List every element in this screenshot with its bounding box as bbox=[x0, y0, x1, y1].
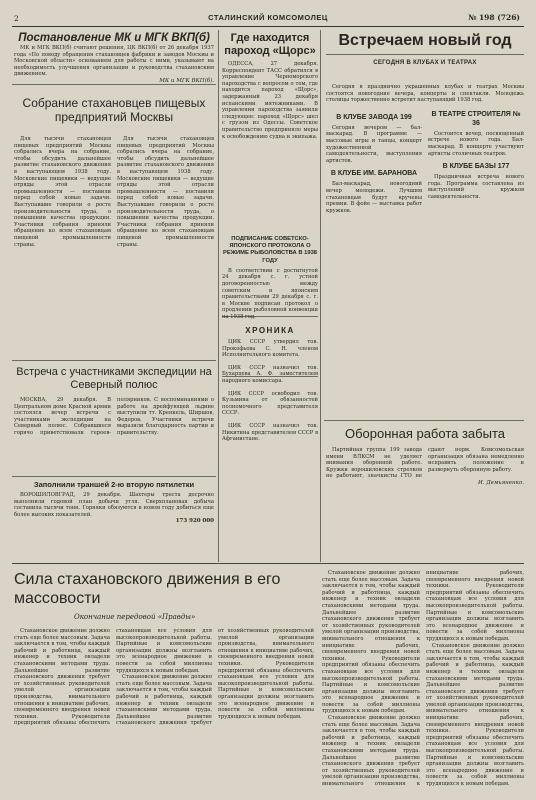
club-title: В КЛУБЕ ЗАВОДА 199 bbox=[336, 113, 412, 121]
article-body: ВОРОШИЛОВГРАД, 29 декабря. Шахтеры треста досрочно выполнили годовой план добычи угля. Сверхплановая добыча составила тысячи тонн. Горняки обязуются в новом году добиться еще более высоких показателей. bbox=[14, 492, 214, 518]
article-body: ОДЕССА, 27 декабря. Корреспондент ТАСС обратился в управление Черноморского пароходства с вопросом о том, где находится пароход «Щорс», задержанный 23 декабря испанскими мятежниками. В управлении пароходства заявили следующее: пароход «Щорс» шел с грузом из Одессы. Советское правительство предприняло меры к освобождению судна и экипажа. bbox=[222, 61, 318, 140]
club-body: Праздничная встреча нового года. Программа составлена из выступлений кружков самодеятельности. bbox=[428, 174, 524, 200]
article-title: Постановление МК и МГК ВКП(б) bbox=[18, 32, 210, 44]
article-shakhtery bbox=[14, 480, 214, 560]
article-total: 173 920 000 bbox=[175, 518, 214, 525]
paper-title: СТАЛИНСКИЙ КОМСОМОЛЕЦ bbox=[208, 13, 328, 22]
article-postanovlenie bbox=[14, 32, 214, 84]
article-oboronnaya bbox=[326, 424, 524, 560]
chronicle-item: ЦИК СССР освободил тов. Кузьмина от обязанностей полномочного представителя СССР. bbox=[222, 390, 318, 417]
club-title: В КЛУБЕ ИМ. БАРАНОВА bbox=[330, 170, 418, 178]
article-parokhod bbox=[222, 32, 318, 182]
article-rule bbox=[12, 360, 216, 361]
article-signature: И. Демьяненко. bbox=[477, 479, 524, 486]
article-title: Оборонная работа забыта bbox=[344, 426, 505, 441]
article-intro: Сегодня в празднично украшенных клубах и театрах Москвы состоятся новогодние вечера, концерты и спектакли. Молодежь столицы торжественно встретит наступающий 1938 год. bbox=[326, 84, 524, 104]
article-title: Сила стахановского движения в его массовости bbox=[14, 571, 281, 607]
article-columns bbox=[326, 447, 524, 480]
theatre-body: Состоится вечер, посвященный встрече нового года. Бал-маскарад. В концерте участвуют артисты столичных театров. bbox=[428, 130, 524, 157]
chronicle-item: ЦИК СССР назначил тов. Бухарцева А. Ф. заместителем народного комиссара. bbox=[222, 364, 318, 384]
banner-title: Встречаем новый год bbox=[326, 30, 524, 55]
page-number: 2 bbox=[14, 14, 19, 23]
article-heading bbox=[14, 570, 314, 622]
article-body: Партийная группа 199 завода имени ВЛКСМ не уделяет внимания оборонной работе. Кружки ворошиловских стрелков не работают, значкисты ГТО не сдают норм. Комсомольская организация обязана немедленно исправить положение и развернуть оборонную работу. bbox=[326, 447, 524, 480]
chronicle-item: ЦИК СССР назначил тов. Никитина представителем СССР в Афганистане. bbox=[222, 422, 318, 443]
article-title: Встреча с участниками экспедиции на Северный полюс bbox=[16, 366, 212, 391]
column-rule bbox=[218, 30, 219, 562]
article-columns-right bbox=[322, 570, 524, 796]
section-rule bbox=[12, 563, 524, 564]
article-sila bbox=[14, 570, 524, 796]
column-rule bbox=[320, 30, 321, 562]
theatre-title: В ТЕАТРЕ СТРОИТЕЛЯ № 36 bbox=[431, 110, 521, 127]
article-columns bbox=[14, 136, 214, 248]
club-title: В КЛУБЕ БАЗЫ 177 bbox=[442, 163, 510, 171]
club-body: Сегодня вечером — бал-маскарад. В программе — массовые игры и танцы, концерт художественной самодеятельности, выступления артистов. bbox=[326, 124, 422, 164]
article-title: ХРОНИКА bbox=[245, 326, 295, 335]
article-body-cont: Стахановское движение должно стать еще более массовым. Задача заключается в том, чтобы каждый рабочий и работница, каждый инженер и техник овладели стахановскими методами труда. Дальнейшее развитие стахановского движения требует от хозяйственных руководителей умелой организации производства, внимательного отношения к инициативе рабочих, своевременного внедрения новой техники. Руководители предприятий обязаны обеспечить стахановцам все условия для высокопроизводительной работы. Партийные и комсомольские организации должны возглавить это всенародное движение и повести за собой миллионы трудящихся к новым победам. bbox=[116, 628, 314, 727]
page-header bbox=[12, 12, 524, 27]
article-body-cont: Стахановское движение должно стать еще более массовым. Задача заключается в том, чтобы каждый рабочий и работница, каждый инженер и техник овладели стахановскими методами труда. Дальнейшее развитие стахановского движения требует от хозяйственных руководителей умелой организации производства, внимательного отношения к инициативе рабочих, своевременного внедрения новой техники. Руководители предприятий обязаны обеспечить стахановцам все условия для высокопроизводительной работы. Партийные и комсомольские организации должны возглавить это всенародное движение и повести за собой миллионы трудящихся к новым победам. bbox=[322, 570, 420, 715]
article-body: Стахановское движение должно стать еще более массовым. Задача заключается в том, чтобы каждый рабочий и работница, каждый инженер и техник овладели стахановскими методами труда. Дальнейшее развитие стахановского движения требует от хозяйственных руководителей умелой организации производства, внимательного отношения к инициативе рабочих, своевременного внедрения новой техники. Руководители предприятий обязаны обеспечить стахановцам все условия для высокопроизводительной работы. Партийные и комсомольские организации должны возглавить это всенародное движение и повести за собой миллионы трудящихся к новым победам. bbox=[14, 628, 212, 727]
article-body-cont: Стахановское движение должно стать еще более массовым. Задача заключается в том, чтобы каждый рабочий и работница, каждый инженер и техник овладели стахановскими методами труда. Дальнейшее развитие стахановского движения требует от хозяйственных руководителей умелой организации производства, внимательного отношения к инициативе рабочих, своевременного внедрения новой техники. Руководители предприятий обязаны обеспечить стахановцам все условия для высокопроизводительной работы. Партийные и комсомольские организации должны возглавить это всенародное движение и повести за собой миллионы трудящихся к новым победам. bbox=[322, 570, 524, 787]
banner-new-year bbox=[326, 30, 524, 82]
article-khronika bbox=[222, 320, 318, 560]
article-sobranie bbox=[14, 90, 214, 358]
banner-subtitle: СЕГОДНЯ В КЛУБАХ И ТЕАТРАХ bbox=[373, 60, 477, 66]
article-body: В соответствии с достигнутой 24 декабря с. г. устной договоренностью между советским и японским правительствами 29 декабря с. г. в Москве подписан протокол о продлении рыболовной конвенции на 1938 год. bbox=[222, 267, 318, 320]
article-protokol bbox=[222, 236, 318, 320]
article-body: МОСКВА, 29 декабря. В Центральном доме Красной армии состоялся вечер встречи с участниками экспедиции на Северный полюс. Собравшиеся горячо приветствовали героев-полярников. С воспоминаниями о работе на дрейфующей льдине выступили тт. Кренкель, Ширшов, Федоров. Участники встречи выразили благодарность партии и правительству. bbox=[14, 397, 214, 436]
article-title: Где находится пароход «Щорс» bbox=[224, 32, 316, 57]
article-title: ПОДПИСАНИЕ СОВЕТСКО-ЯПОНСКОГО ПРОТОКОЛА О РЕЖИМЕ РЫБОЛОВСТВА В 1938 ГОДУ bbox=[222, 236, 318, 264]
article-vstrecha bbox=[14, 364, 214, 474]
chronicle-item: ЦИК СССР утвердил тов. Прокофьева С. Н. членом Исполнительного комитета. bbox=[222, 339, 318, 359]
article-body-cont: Для тысячи стахановцев пищевых предприятий Москвы собрались вчера на собрание, чтобы обсудить дальнейшее развитие стахановского движения в наступающем 1938 году. Московские пищевики — ведущие отряды этой отрасли промышленности — поставили перед собой новые задачи. Выступавшие говорили о росте производительности труда, о повышении качества продукции. Участники собрания приняли обращение ко всем стахановцам пищевой промышленности страны. bbox=[117, 136, 214, 248]
article-body: МК и МГК ВКП(б) считают решения, ЦК ВКП(б) от 26 декабря 1937 года «По поводу обращения стахановцев фабрики и заводов Москвы и Московской области» основанием для работы с ними, указывают на необходимость улучшения организации и руководства стахановским движением. bbox=[14, 45, 214, 78]
article-title: Собрание стахановцев пищевых предприятий Москвы bbox=[22, 96, 206, 124]
article-clubs bbox=[326, 84, 524, 416]
article-columns bbox=[14, 397, 214, 437]
article-body-cont: Стахановское движение должно стать еще более массовым. Задача заключается в том, чтобы каждый рабочий и работница, каждый инженер и техник овладели стахановскими методами труда. Дальнейшее развитие стахановского движения требует от хозяйственных руководителей умелой организации производства, внимательного отношения к инициативе рабочих, своевременного внедрения новой техники. Руководители предприятий обязаны обеспечить стахановцам все условия для высокопроизводительной работы. Партийные и комсомольские организации должны возглавить это всенародное движение и повести за собой миллионы трудящихся к новым победам. bbox=[426, 642, 524, 787]
article-body: Для тысячи стахановцев пищевых предприятий Москвы собрались вчера на собрание, чтобы обсудить дальнейшее развитие стахановского движения в наступающем 1938 году. Московские пищевики — ведущие отряды этой отрасли промышленности — поставили перед собой новые задачи. Выступавшие говорили о росте производительности труда, о повышении качества продукции. Участники собрания приняли обращение ко всем стахановцам пищевой промышленности страны. bbox=[14, 136, 111, 248]
article-columns-left bbox=[14, 628, 314, 796]
article-rule bbox=[12, 476, 216, 477]
issue-number: № 198 (726) bbox=[468, 13, 520, 22]
article-columns bbox=[326, 110, 524, 215]
article-title: Заполнили траншей 2-ю вторую пятилетки bbox=[33, 480, 195, 489]
article-signature: МК и МГК ВКП(б). bbox=[159, 77, 214, 84]
article-rule bbox=[324, 420, 524, 421]
article-subtitle: Окончание передовой «Правды» bbox=[74, 613, 196, 621]
club-body: Бал-маскарад, новогодний вечер молодежи. Лучшим стахановцам будут вручены премии. В фойе — выставка работ кружков. bbox=[326, 181, 422, 214]
